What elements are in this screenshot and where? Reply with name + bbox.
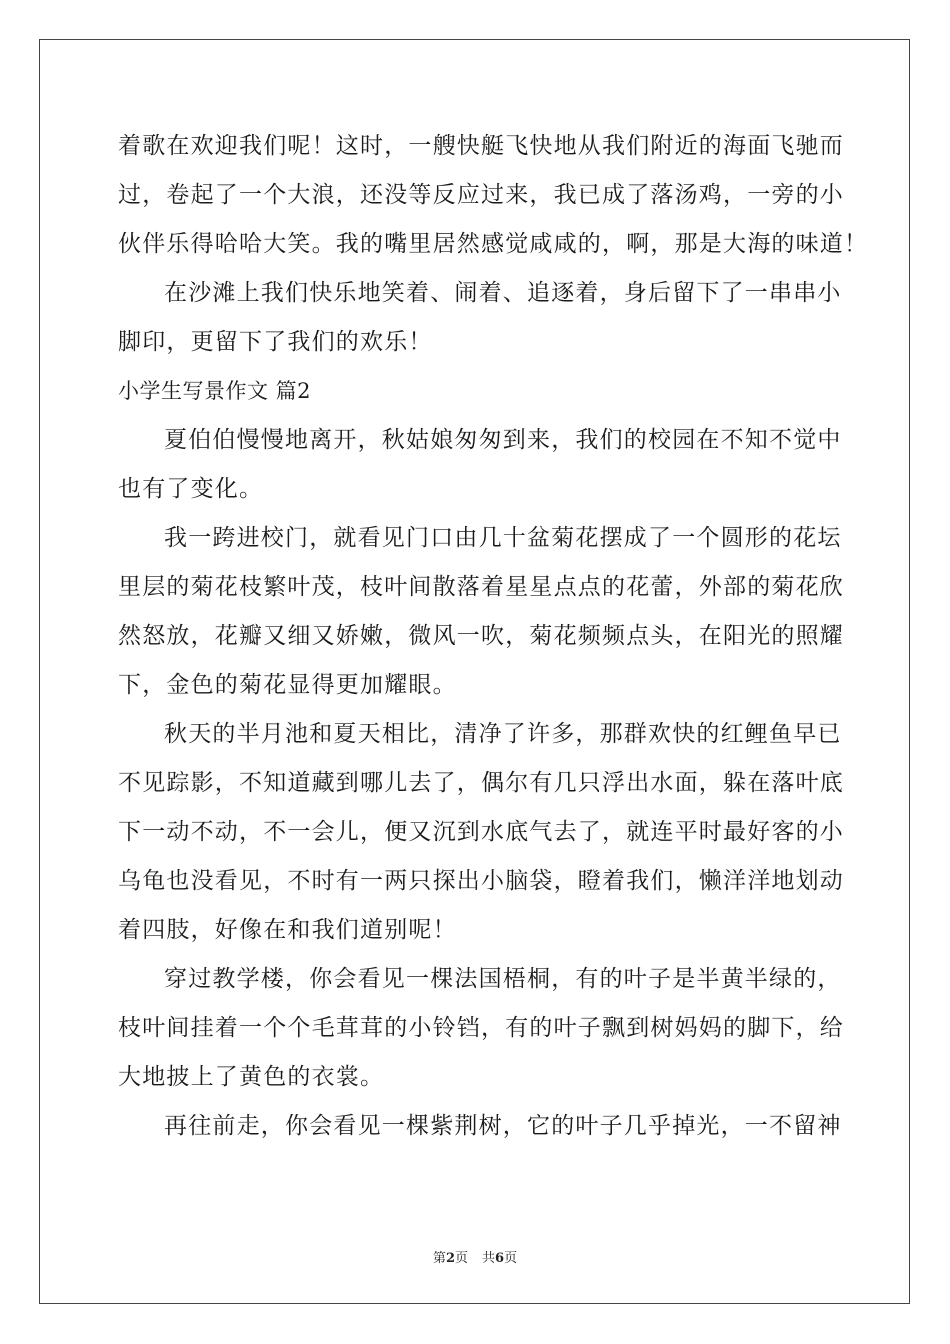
text-line: 也有了变化。: [118, 476, 264, 502]
paragraph-start: 秋天的半月池和夏天相比，清净了许多，那群欢快的红鲤鱼早已: [164, 721, 842, 747]
document-body: [118, 122, 869, 1151]
footer-prefix: 第: [432, 1251, 446, 1266]
text-line: 不见踪影，不知道藏到哪儿去了，偶尔有几只浮出水面，躲在落叶底: [118, 770, 844, 796]
footer-total-prefix: 共: [482, 1251, 496, 1266]
paragraph-start: 在沙滩上我们快乐地笑着、闹着、追逐着，身后留下了一串串小: [164, 280, 842, 306]
text-line: 脚印，更留下了我们的欢乐！: [118, 329, 433, 355]
text-line: 大地披上了黄色的衣裳。: [118, 1064, 385, 1090]
text-line: 过，卷起了一个大浪，还没等反应过来，我已成了落汤鸡，一旁的小: [118, 182, 844, 208]
text-line: 里层的菊花枝繁叶茂，枝叶间散落着星星点点的花蕾，外部的菊花欣: [118, 574, 844, 600]
footer-page-unit: 页: [454, 1251, 468, 1266]
section-heading: 小学生写景作文 篇2: [118, 379, 312, 403]
text-line: 着四肢，好像在和我们道别呢！: [118, 917, 457, 943]
total-page-number: 6: [495, 1251, 505, 1266]
text-line: 然怒放，花瓣又细又娇嫩，微风一吹，菊花频频点头，在阳光的照耀: [118, 623, 844, 649]
text-line: 乌龟也没看见，不时有一两只探出小脑袋，瞪着我们，懒洋洋地划动: [118, 868, 844, 894]
text-line: 着歌在欢迎我们呢！这时，一艘快艇飞快地从我们附近的海面飞驰而: [118, 133, 844, 159]
current-page-number: 2: [445, 1251, 455, 1266]
paragraph-start: 夏伯伯慢慢地离开，秋姑娘匆匆到来，我们的校园在不知不觉中: [164, 427, 842, 453]
paragraph-start: 再往前走，你会看见一棵紫荆树，它的叶子几乎掉光，一不留神: [164, 1113, 842, 1139]
text-line: 下一动不动，不一会儿，便又沉到水底气去了，就连平时最好客的小: [118, 819, 844, 845]
text-line: 伙伴乐得哈哈大笑。我的嘴里居然感觉咸咸的，啊，那是大海的味道！: [118, 231, 869, 257]
paragraph-start: 我一跨进校门，就看见门口由几十盆菊花摆成了一个圆形的花坛: [164, 525, 842, 551]
page-number-footer: [0, 1247, 950, 1266]
text-line: 下，金色的菊花显得更加耀眼。: [118, 672, 457, 698]
text-line: 枝叶间挂着一个个毛茸茸的小铃铛，有的叶子飘到树妈妈的脚下，给: [118, 1015, 844, 1041]
footer-total-unit: 页: [504, 1251, 518, 1266]
paragraph-start: 穿过教学楼，你会看见一棵法国梧桐，有的叶子是半黄半绿的，: [164, 966, 842, 992]
